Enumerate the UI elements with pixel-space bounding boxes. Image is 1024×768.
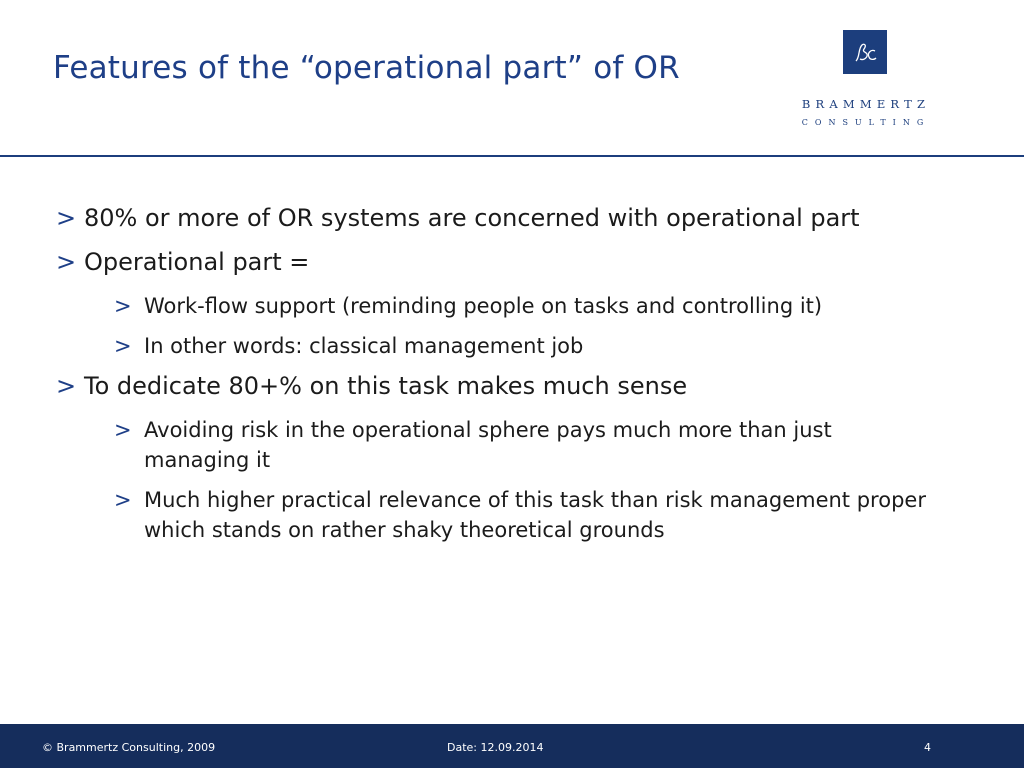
- sub-bullet-item: [114, 485, 936, 545]
- footer-copyright: © Brammertz Consulting, 2009: [42, 741, 216, 754]
- sub-bullet-item: [114, 415, 936, 475]
- sub-bullet-item: [114, 291, 936, 321]
- bullet-text: To dedicate 80+% on this task makes much sense: [84, 372, 688, 400]
- footer-date: Date: 12.09.2014: [447, 741, 544, 754]
- bullet-text: Much higher practical relevance of this task than risk management proper which stands on rather shaky theoretical grounds: [144, 488, 926, 542]
- sub-bullet-item: [114, 331, 936, 361]
- footer-page-number: 4: [924, 741, 931, 754]
- bullet-text: In other words: classical management job: [144, 334, 584, 358]
- bullet-list: [56, 203, 936, 555]
- bullet-text: Work-flow support (reminding people on tasks and controlling it): [144, 294, 823, 318]
- bullet-marker: >: [56, 248, 77, 276]
- bullet-item: [56, 247, 936, 277]
- bc-monogram-icon: [843, 30, 887, 74]
- slide-footer: [0, 724, 1024, 768]
- slide-title: Features of the “operational part” of OR: [53, 50, 680, 86]
- bullet-marker: >: [56, 372, 77, 400]
- bullet-marker: >: [114, 488, 132, 512]
- bullet-item: [56, 371, 936, 401]
- bullet-marker: >: [114, 294, 132, 318]
- bullet-text: Operational part =: [84, 248, 310, 276]
- bullet-text: 80% or more of OR systems are concerned with operational part: [84, 204, 860, 232]
- bullet-text: Avoiding risk in the operational sphere pays much more than just managing it: [144, 418, 832, 472]
- bullet-marker: >: [114, 334, 132, 358]
- bullet-marker: >: [114, 418, 132, 442]
- bullet-item: [56, 203, 936, 233]
- bullet-marker: >: [56, 204, 77, 232]
- brammertz-logo: [798, 30, 934, 130]
- logo-wordmark: BRAMMERTZ: [801, 97, 931, 111]
- header-divider: [0, 155, 1024, 157]
- logo-subtitle: CONSULTING: [801, 118, 931, 127]
